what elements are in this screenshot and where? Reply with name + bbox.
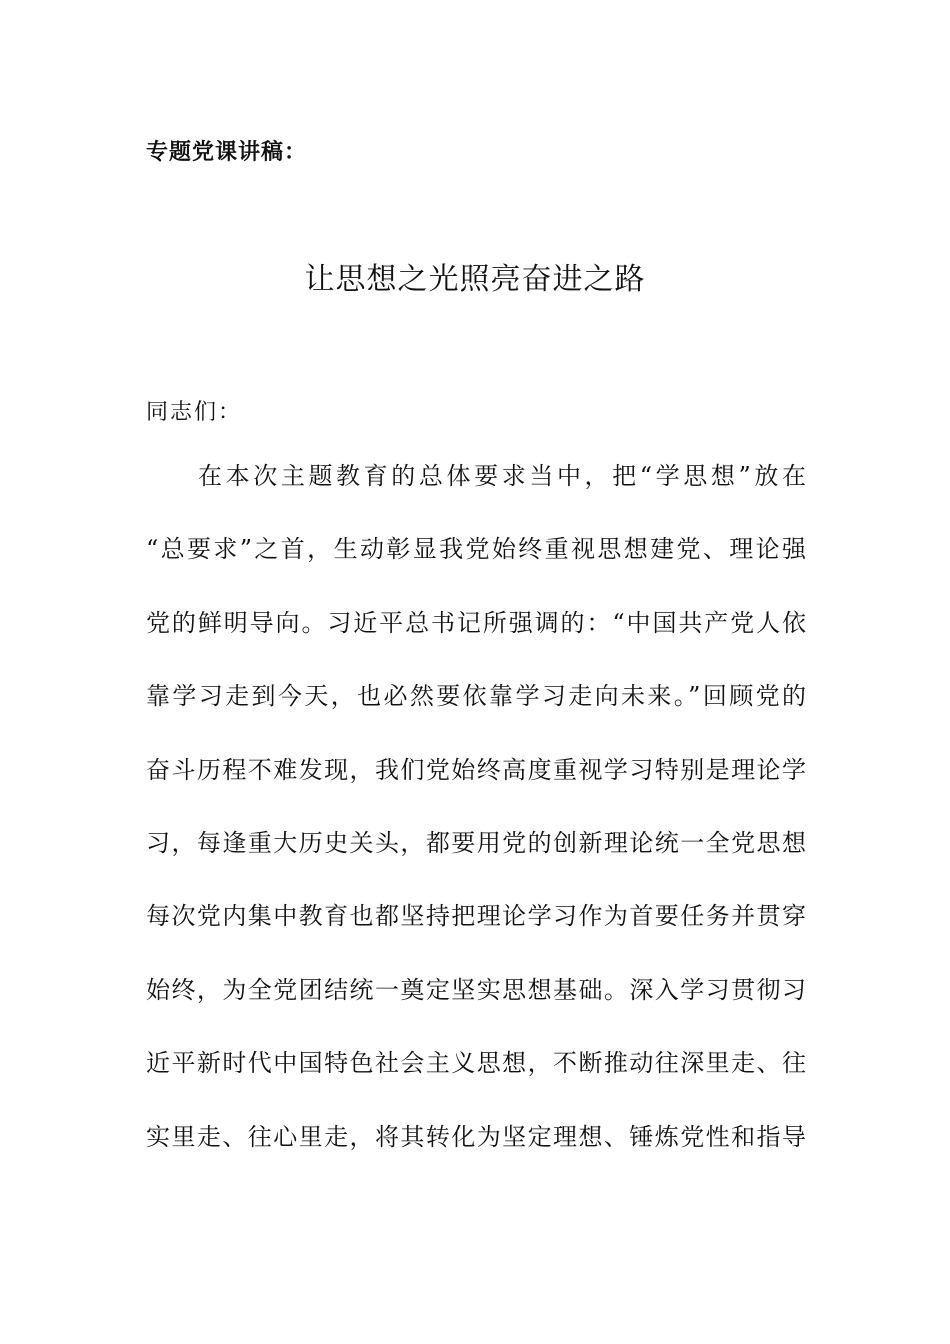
body-paragraph [146,454,806,1188]
paragraph-line: 在本次主题教育的总体要求当中，把“学思想”放在 [198,462,806,490]
paragraph-line: 奋斗历程不难发现，我们党始终高度重视学习特别是理论学 [146,755,806,784]
document-label: 专题党课讲稿： [146,139,308,165]
paragraph-line: 实里走、往心里走，将其转化为坚定理想、锤炼党性和指导 [146,1122,806,1151]
paragraph-line: 靠学习走到今天，也必然要依靠学习走向未来。”回顾党的 [146,682,806,711]
paragraph-line: 习，每逢重大历史关头，都要用党的创新理论统一全党思想 [146,828,806,857]
paragraph-line: 近平新时代中国特色社会主义思想，不断推动往深里走、往 [146,1049,806,1078]
paragraph-line: 党的鲜明导向。习近平总书记所强调的：“中国共产党人依 [146,608,806,637]
salutation: 同志们： [146,400,243,425]
document-title: 让思想之光照亮奋进之路 [304,262,646,297]
paragraph-line: 始终，为全党团结统一奠定坚实思想基础。深入学习贯彻习 [146,975,806,1004]
paragraph-line: 每次党内集中教育也都坚持把理论学习作为首要任务并贯穿 [146,902,806,931]
paragraph-line: “总要求”之首，生动彰显我党始终重视思想建党、理论强 [146,535,806,564]
